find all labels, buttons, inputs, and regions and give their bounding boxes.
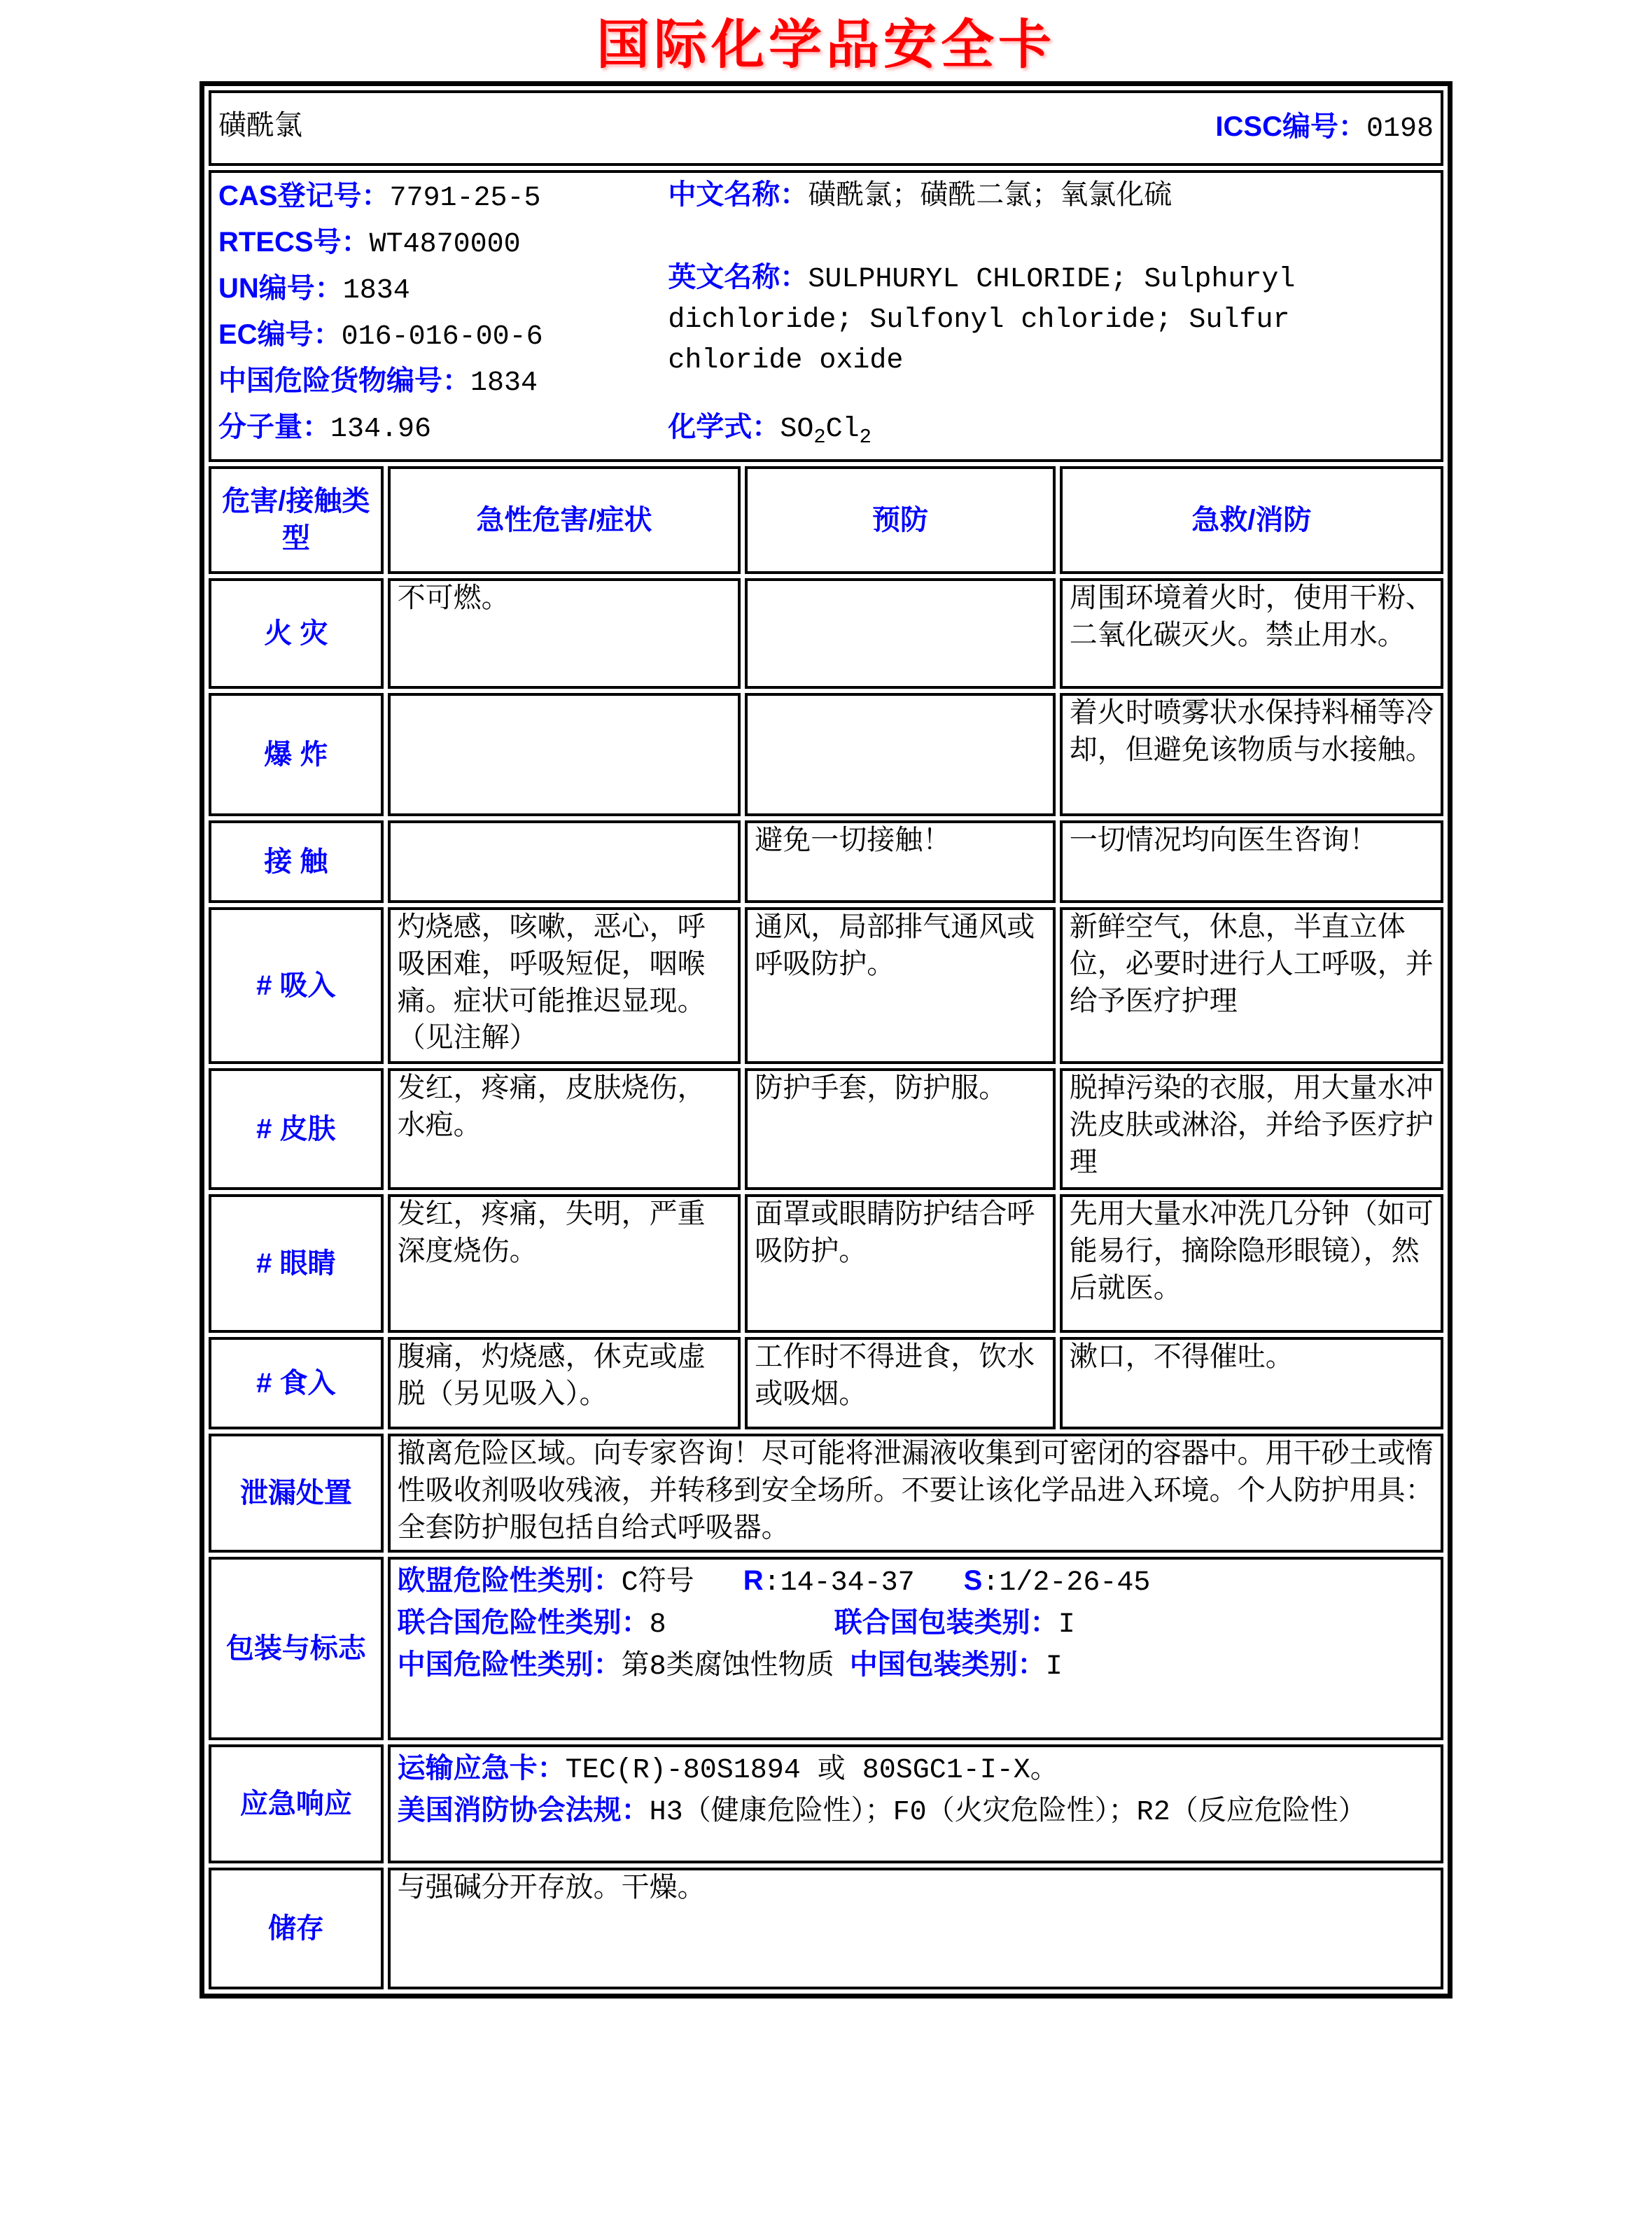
eyes-label: # 眼睛 [209, 1194, 384, 1333]
icsc-document-page [0, 13, 1652, 1998]
row-eyes [209, 1194, 1443, 1333]
chemical-formula: $SO_2Cl_2$ [780, 414, 872, 449]
identification-cell [209, 170, 1443, 462]
icsc-number-label: ICSC编号： [1215, 111, 1366, 142]
emergency-content [388, 1744, 1443, 1863]
row-explosion [209, 693, 1443, 816]
ingestion-label: # 食入 [209, 1337, 384, 1429]
icsc-card-table [200, 81, 1452, 1998]
eu-hazard-line: 欧盟危险性类别：C符号 R:14-34-37 S:1/2-26-45 [397, 1565, 1151, 1600]
skin-prevention: 防护手套，防护服。 [745, 1068, 1055, 1190]
ingestion-symptoms: 腹痛，灼烧感，休克或虚脱（另见吸入）。 [388, 1337, 741, 1429]
header-prevention: 预防 [745, 466, 1055, 574]
un-number-line: UN编号：1834 [218, 273, 410, 307]
explosion-symptoms [388, 693, 741, 816]
page-title: 国际化学品安全卡 [596, 13, 1056, 76]
un-class-line: 联合国危险性类别：8 联合国包装类别：I [397, 1607, 1075, 1642]
spill-label: 泄漏处置 [209, 1434, 384, 1553]
icsc-number [1215, 108, 1434, 148]
row-storage [209, 1868, 1443, 1989]
molecular-weight-line: 分子量：134.96 [218, 412, 432, 445]
chemical-formula-line: 化学式：$SO_2Cl_2$ [668, 412, 872, 449]
row-ingestion [209, 1337, 1443, 1429]
eyes-prevention: 面罩或眼睛防护结合呼吸防护。 [745, 1194, 1055, 1333]
icsc-number-value: 0198 [1366, 113, 1434, 145]
rtecs-number-line: RTECS号：WT4870000 [218, 227, 521, 260]
emergency-label: 应急响应 [209, 1744, 384, 1863]
skin-response: 脱掉污染的衣服，用大量水冲洗皮肤或淋浴，并给予医疗护理 [1060, 1068, 1443, 1190]
explosion-prevention [745, 693, 1055, 816]
fire-prevention [745, 578, 1055, 689]
fire-label: 火 灾 [209, 578, 384, 689]
spill-text: 撤离危险区域。向专家咨询！尽可能将泄漏液收集到可密闭的容器中。用干砂土或惰性吸收剂吸收残液，并转移到安全场所。不要让该化学品进入环境。个人防护用具：全套防护服包括自给式呼吸器。 [388, 1434, 1443, 1553]
header-acute-symptoms: 急性危害/症状 [388, 466, 741, 574]
nfpa-line: 美国消防协会法规：H3（健康危险性）；F0（火灾危险性）；R2（反应危险性） [397, 1795, 1366, 1829]
inhalation-label: # 吸入 [209, 907, 384, 1064]
names-block [668, 174, 1434, 458]
row-skin [209, 1068, 1443, 1190]
contact-prevention: 避免一切接触！ [745, 820, 1055, 903]
explosion-response: 着火时喷雾状水保持料桶等冷却，但避免该物质与水接触。 [1060, 693, 1443, 816]
skin-label: # 皮肤 [209, 1068, 384, 1190]
china-dg-number-line: 中国危险货物编号：1834 [218, 365, 538, 399]
packaging-label: 包装与标志 [209, 1557, 384, 1740]
row-fire [209, 578, 1443, 689]
fire-symptoms: 不可燃。 [388, 578, 741, 689]
contact-label: 接 触 [209, 820, 384, 903]
contact-symptoms [388, 820, 741, 903]
row-emergency-response [209, 1744, 1443, 1863]
row-packaging-labelling [209, 1557, 1443, 1740]
packaging-content [388, 1557, 1443, 1740]
header-hazard-type: 危害/接触类型 [209, 466, 384, 574]
eyes-symptoms: 发红，疼痛，失明，严重深度烧伤。 [388, 1194, 741, 1333]
identifier-list [218, 174, 668, 458]
s-phrase-label: S [963, 1565, 983, 1597]
matrix-header-row [209, 466, 1443, 574]
chinese-names-line: 中文名称：磺酰氯；磺酰二氯；氧氯化硫 [668, 179, 1172, 213]
card-header-row [209, 90, 1443, 166]
eyes-response: 先用大量水冲洗几分钟（如可能易行，摘除隐形眼镜），然后就医。 [1060, 1194, 1443, 1333]
cas-number-line: CAS登记号：7791-25-5 [218, 181, 541, 214]
storage-label: 储存 [209, 1868, 384, 1989]
inhalation-response: 新鲜空气，休息，半直立体位，必要时进行人工呼吸，并给予医疗护理 [1060, 907, 1443, 1064]
china-class-line: 中国危险性类别：第8类腐蚀性物质 中国包装类别：I [397, 1649, 1063, 1684]
explosion-label: 爆 炸 [209, 693, 384, 816]
ec-number-line: EC编号：016-016-00-6 [218, 319, 543, 353]
r-phrase-value: :14-34-37 [763, 1567, 915, 1600]
r-phrase-label: R [743, 1565, 764, 1597]
ingestion-response: 漱口，不得催吐。 [1060, 1337, 1443, 1429]
row-spill-disposal [209, 1434, 1443, 1553]
storage-text: 与强碱分开存放。干燥。 [388, 1868, 1443, 1989]
inhalation-prevention: 通风，局部排气通风或呼吸防护。 [745, 907, 1055, 1064]
fire-response: 周围环境着火时，使用干粉、二氧化碳灭火。禁止用水。 [1060, 578, 1443, 689]
identification-row [209, 170, 1443, 462]
chemical-name: 磺酰氯 [218, 111, 302, 144]
row-inhalation [209, 907, 1443, 1064]
transport-card-line: 运输应急卡：TEC(R)-80S1894 或 80SGC1-I-X。 [397, 1753, 1058, 1787]
skin-symptoms: 发红，疼痛，皮肤烧伤，水疱。 [388, 1068, 741, 1190]
inhalation-symptoms: 灼烧感，咳嗽，恶心，呼吸困难，呼吸短促，咽喉痛。症状可能推迟显现。（见注解） [388, 907, 741, 1064]
contact-response: 一切情况均向医生咨询！ [1060, 820, 1443, 903]
english-names-line: 英文名称：SULPHURYL CHLORIDE; Sulphuryl dichloride; Sulfonyl chloride; Sulfur chloride oxide [668, 262, 1296, 377]
row-contact [209, 820, 1443, 903]
ingestion-prevention: 工作时不得进食，饮水或吸烟。 [745, 1337, 1055, 1429]
card-header-cell [209, 90, 1443, 166]
header-first-aid-fire: 急救/消防 [1060, 466, 1443, 574]
s-phrase-value: :1/2-26-45 [982, 1567, 1151, 1600]
